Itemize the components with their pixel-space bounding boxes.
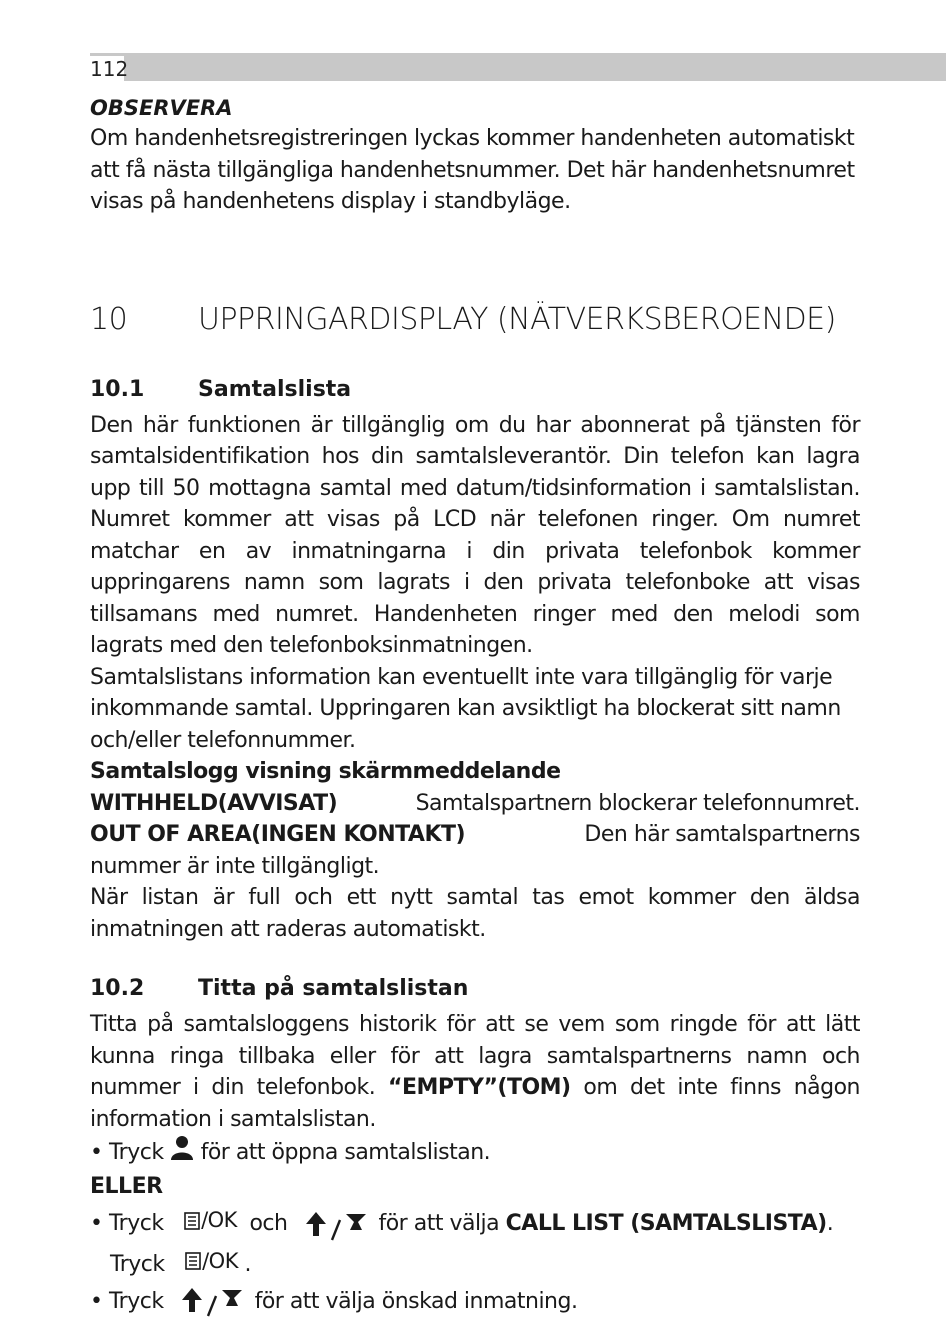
section-10-1-number: 10.1 [90,376,145,402]
or-label: ELLER [90,1173,163,1199]
ok-label-2: /OK [202,1248,238,1273]
section-10-2-heading [90,973,860,1005]
note-text: Om handenhetsregistreringen lyckas kommer handenheten automatiskt att få nästa tillgängliga handenhetsnummer. Det här handenhetsnumret visas på handenhetens display i standbyläge. [90,126,855,214]
section-10-1-para3: När listan är full och ett nytt samtal tas emot kommer den äldsa inmatningen att raderas automatiskt. [90,885,860,942]
tryck-text: Tryck [110,1251,165,1277]
section-10-2-para1-a: Titta på samtalsloggens historik för att se vem som ringde för att lätt kunna ringa tillbaka eller för att lagra samtalspartnerns namn och nummer i din telefonbok. [90,1012,860,1100]
menu-ok-key-2 [185,1246,238,1278]
section-10-1-title: Samtalslista [198,376,352,402]
section-10-number: 10 [90,301,128,337]
bullet3-suffix: för att välja önskad inmatning. [254,1288,578,1314]
bullet1-suffix: för att öppna samtalslistan. [200,1139,491,1165]
section-10-2-para1-b: om det inte finns någon information i samtalslistan. [90,1075,860,1132]
bullet-select-entry [90,1280,860,1324]
bullet2-period: . [826,1210,834,1236]
note-title: OBSERVERA [90,96,233,120]
outofarea-desc: Den här samtalspartnerns [584,822,860,847]
confirm-period: . [244,1251,251,1277]
menu-icon [185,1252,201,1270]
och-text: och [249,1210,288,1236]
bullet2-mid: för att välja [378,1210,500,1236]
withheld-term: WITHHELD(AVVISAT) [90,790,338,816]
section-10-heading [90,300,860,340]
section-10-2-number: 10.2 [90,976,145,1001]
bullet2-prefix: • Tryck [90,1210,164,1236]
outofarea-term: OUT OF AREA(INGEN KONTAKT) [90,822,466,847]
page-content [90,93,860,1323]
section-10-2-para1 [90,1009,860,1135]
bullet3-prefix: • Tryck [90,1288,164,1314]
section-10-1-para2: Samtalslistans information kan eventuellt inte vara tillgänglig för varje inkommande samtal. Uppringaren kan avsiktligt ha blockerat sitt namn och/eller telefonnummer. [90,664,841,753]
section-10-2-title: Titta på samtalslistan [198,976,469,1001]
contact-person-icon [170,1135,194,1171]
log-heading: Samtalslogg visning skärmmeddelande [90,759,561,784]
menu-icon [184,1212,200,1230]
bullet1-prefix: • Tryck [90,1139,164,1165]
up-down-arrow-icon [180,1286,242,1330]
section-10-title: UPPRINGARDISPLAY (NÄTVERKSBEROENDE) [198,301,836,337]
call-list-term: CALL LIST (SAMTALSLISTA) [505,1210,827,1236]
outofarea-desc-cont: nummer är inte tillgängligt. [90,853,380,879]
section-10-1-para1: Den här funktionen är tillgänglig om du har abonnerat på tjänsten för samtalsidentifikation hos din samtalsleverantör. Din telefon kan lagra upp till 50 mottagna samtal med datum/tidsinformation i samtalslistan. Numret kommer att visas på LCD när telefonen ringer. Om numret matchar en av inmatningarna i din privata telefonbok kommer uppringarens namn som lagrats i den privata telefonboke att visas tillsamans med numret. Handenheten ringer med den melodi som lagrats med den telefonboksinmatningen. [90,412,860,658]
withheld-row [90,788,860,820]
empty-term: “EMPTY”(TOM) [388,1075,571,1100]
bullet-open-list [90,1135,860,1171]
header-bar [90,53,946,81]
ok-label: /OK [201,1208,237,1232]
bullet2-confirm [90,1246,860,1280]
menu-ok-key [184,1205,237,1237]
outofarea-row [90,819,860,851]
page-number: 112 [90,57,129,81]
bullet-select-call-list [90,1202,860,1246]
up-down-arrow-icon [304,1210,366,1254]
withheld-desc: Samtalspartnern blockerar telefonnumret. [415,790,860,816]
section-10-1-heading [90,374,860,406]
